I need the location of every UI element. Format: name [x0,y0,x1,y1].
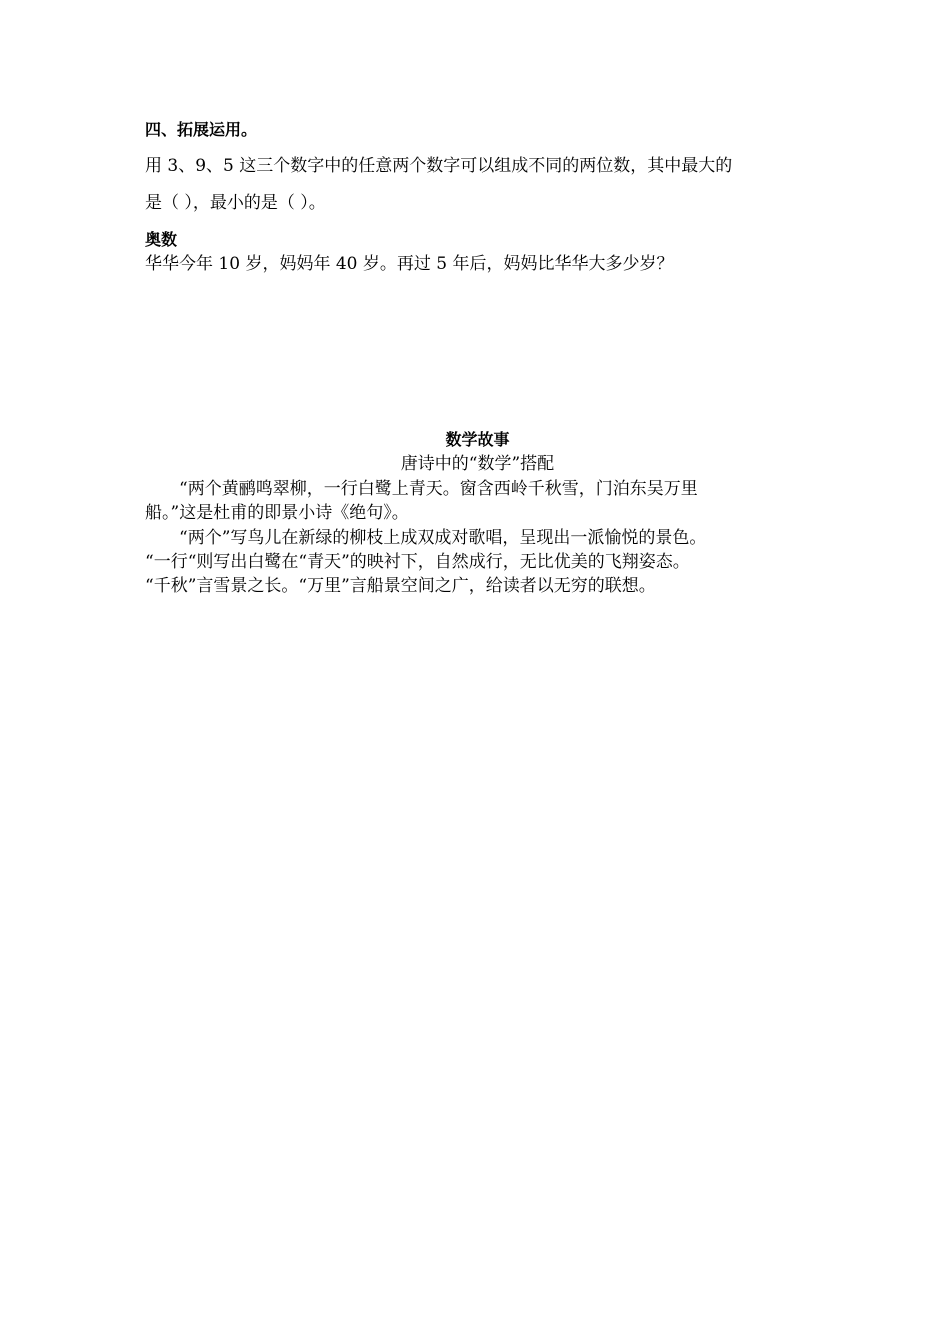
story-paragraph-2-line-2: “一行“则写出白鹭在“青天”的映衬下，自然成行，无比优美的飞翔姿态。 [145,552,690,572]
story-paragraph-1-line-1: “两个黄鹂鸣翠柳，一行白鹭上青天。窗含西岭千秋雪，门泊东吴万里 [179,479,698,499]
olympiad-heading: 奥数 [145,230,178,249]
story-subtitle: 唐诗中的“数学”搭配 [400,454,555,474]
question-line-2: 是（ ），最小的是（ ）。 [145,193,326,213]
story-paragraph-2-line-3: “千秋”言雪景之长。“万里”言船景空间之广，给读者以无穷的联想。 [145,576,656,596]
story-paragraph-2-line-1: “两个”写鸟儿在新绿的柳枝上成双成对歌唱，呈现出一派愉悦的景色。 [179,528,707,548]
section-heading: 四、拓展运用。 [145,120,258,139]
story-paragraph-1-line-2: 船。”这是杜甫的即景小诗《绝句》。 [145,503,409,523]
question-line-1: 用 3、9、5 这三个数字中的任意两个数字可以组成不同的两位数，其中最大的 [145,156,733,176]
olympiad-question: 华华今年 10 岁，妈妈年 40 岁。再过 5 年后，妈妈比华华大多少岁？ [145,254,674,274]
story-title: 数学故事 [445,430,510,449]
